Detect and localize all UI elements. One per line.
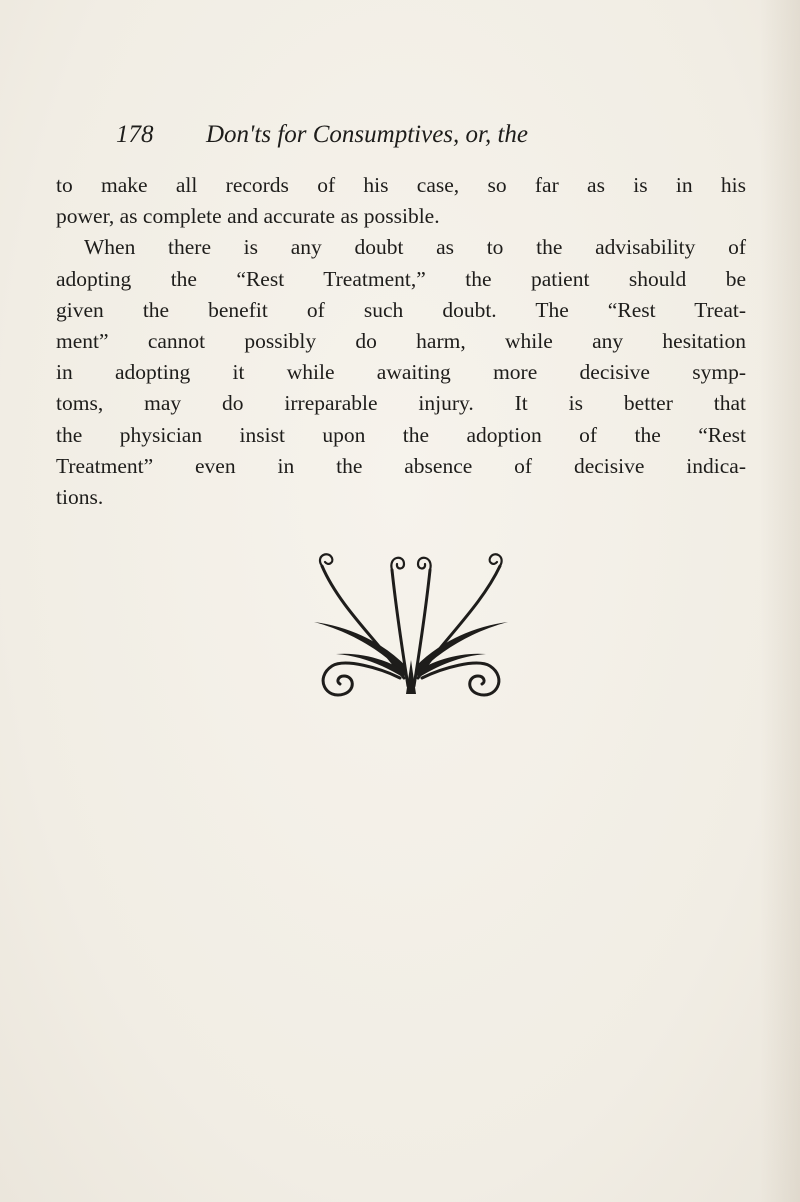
text-line: to make all records of his case, so far as is in his [56, 173, 746, 197]
floral-tailpiece-icon [300, 548, 522, 698]
text-line: in adopting it while awaiting more decisive symp- [56, 360, 746, 385]
text-line: the physician insist upon the adoption of the “Rest [56, 422, 746, 447]
text-line: power, as complete and accurate as possible. [56, 204, 440, 229]
body-text [56, 170, 746, 513]
text-line: given the benefit of such doubt. The “Rest Treat- [56, 297, 746, 322]
text-line: tions. [56, 485, 104, 510]
page-number: 178 [116, 121, 154, 148]
text-line: adopting the “Rest Treatment,” the patient should be [56, 266, 746, 291]
text-line: toms, may do irreparable injury. It is better that [56, 391, 746, 416]
text-line: ment” cannot possibly do harm, while any hesitation [56, 329, 746, 354]
running-title: Don'ts for Consumptives, or, the [206, 121, 529, 148]
text-line: Treatment” even in the absence of decisive indica- [56, 453, 746, 478]
text-line: When there is any doubt as to the advisability of [84, 235, 746, 260]
page-header [84, 118, 724, 152]
